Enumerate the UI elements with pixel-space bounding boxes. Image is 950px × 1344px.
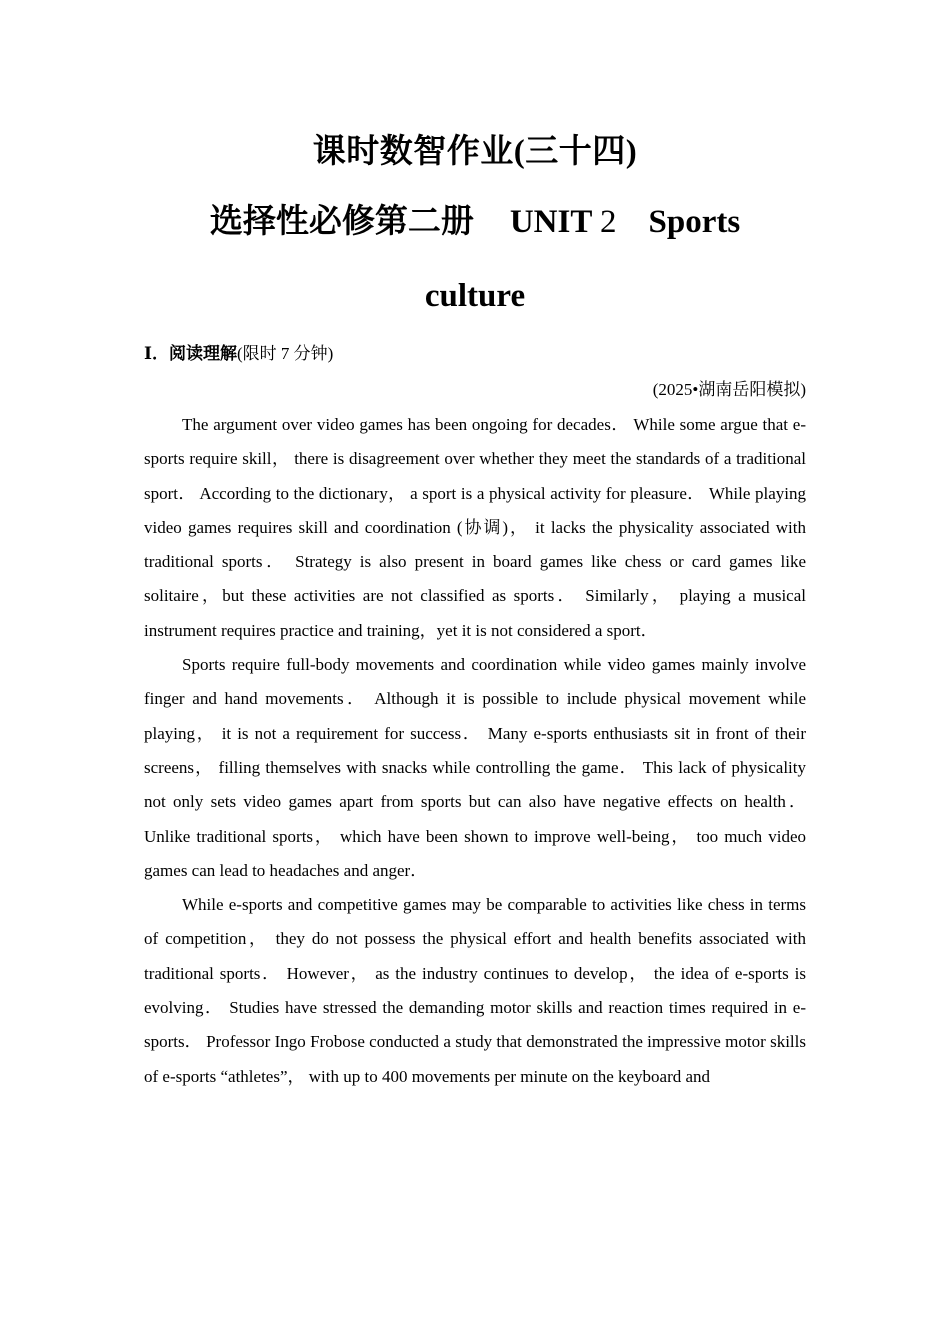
page-title: 课时数智作业(三十四)	[312, 134, 638, 170]
unit-title-cn: 选择性必修第二册	[209, 204, 474, 240]
reading-passage	[144, 408, 806, 1094]
section-label: Ⅰ．阅读理解	[144, 344, 237, 363]
paragraph-3: While e-sports and competitive games may be comparable to activities like chess in terms of competition， they do not possess the physical effort and health benefits associated with traditional sports． However， as the industry continues to develop， the idea of e-sports is evolving． Studies have stressed the demanding motor skills and reaction times required in e-sports． Professor Ingo Frobose conducted a study that demonstrated the impressive motor skills of e-sports “athletes”， with up to 400 movements per minute on the keyboard and	[144, 895, 806, 1086]
unit-topic: Sports	[648, 204, 741, 240]
section-time-limit: (限时 7 分钟)	[236, 344, 334, 363]
paragraph-1: The argument over video games has been ongoing for decades． While some argue that e-sports require skill， there is disagreement over whether they meet the standards of a traditional sport． According to the dictionary， a sport is a physical activity for pleasure． While playing video games requires skill and coordination (协调)， it lacks the physicality associated with traditional sports． Strategy is also present in board games like chess or card games like solitaire，but these activities are not classified as sports． Similarly， playing a musical instrument requires practice and training，yet it is not considered a sport．	[144, 415, 806, 640]
unit-topic-continued: culture	[424, 278, 526, 314]
unit-number: 2	[599, 204, 617, 240]
paragraph-2: Sports require full-body movements and coordination while video games mainly involve finger and hand movements． Although it is possible to include physical movement while playing， it is not a requirement for success． Many e-sports enthusiasts sit in front of their screens， filling themselves with snacks while controlling the game． This lack of physicality not only sets video games apart from sports but can also have negative effects on health． Unlike traditional sports， which have been shown to improve well-being， too much video games can lead to headaches and anger．	[144, 655, 806, 880]
unit-label: UNIT	[509, 204, 592, 240]
section-heading	[144, 340, 333, 368]
source-citation: (2025•湖南岳阳模拟)	[652, 380, 806, 399]
unit-title	[0, 198, 950, 246]
